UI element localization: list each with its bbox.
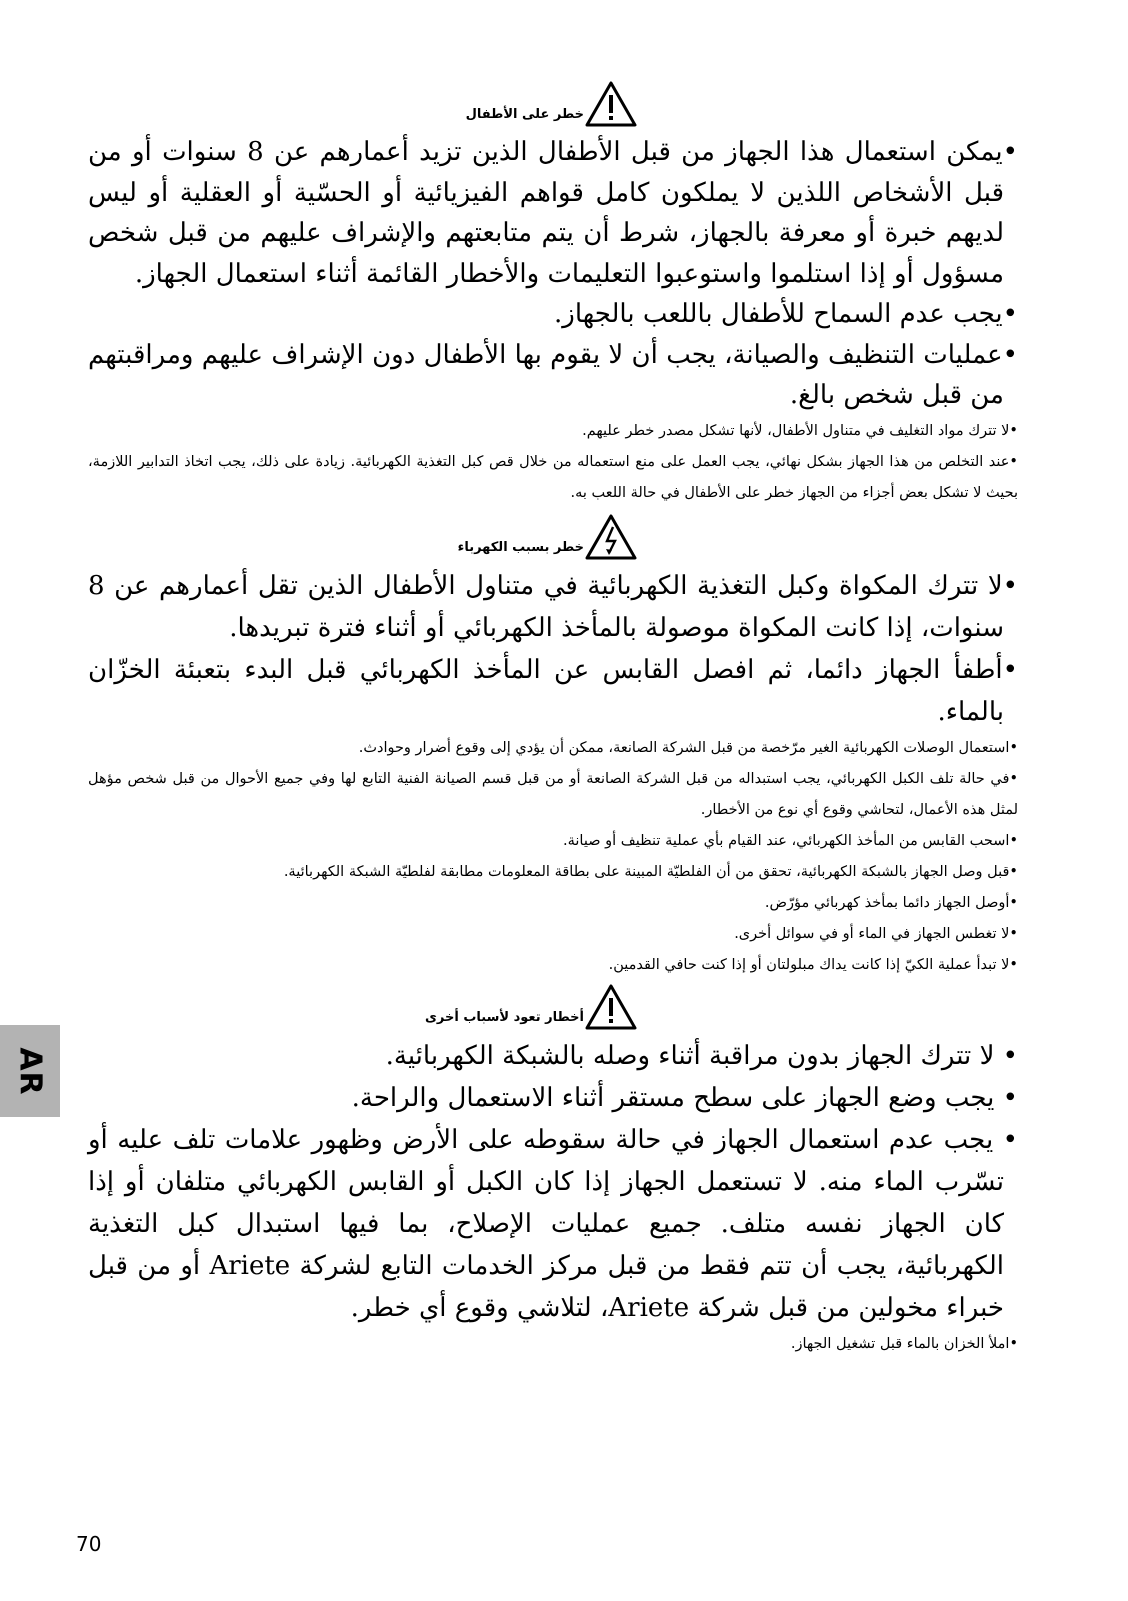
paragraph: • لا تترك الجهاز بدون مراقبة أثناء وصله بالشبكة الكهربائية. (385, 1040, 1018, 1071)
paragraph: •لا تترك المكواة وكبل التغذية الكهربائية في متناول الأطفال الذين تقل أعمارهم عن 8 سنوات، إذا كانت المكواة موصولة بالمأخذ الكهربائي أو أثناء فترة تبريدها. (88, 570, 1018, 643)
paragraph: •أطفأ الجهاز دائما، ثم افصل القابس عن المأخذ الكهربائي قبل البدء بتعبئة الخزّان بالماء. (88, 654, 1018, 727)
paragraph: •عمليات التنظيف والصيانة، يجب أن لا يقوم بها الأطفال دون الإشراف عليهم ومراقبتهم من قبل شخص بالغ. (88, 339, 1018, 410)
paragraph: •يمكن استعمال هذا الجهاز من قبل الأطفال الذين تزيد أعمارهم عن 8 سنوات أو من قبل الأشخاص اللذين لا يملكون كامل قواهم الفيزيائية أو الحسّية أو العقلية أو ليس لديهم خبرة أو معرفة بالجهاز، شرط أن يتم متابعتهم والإشراف عليهم من قبل شخص مسؤول أو إذا استلموا واستوعبوا التعليمات والأخطار القائمة أثناء استعمال الجهاز. (88, 137, 1018, 289)
paragraph: •لا تترك مواد التغليف في متناول الأطفال، لأنها تشكل مصدر خطر عليهم. (582, 422, 1018, 439)
electric-hazard-icon (584, 513, 638, 561)
section-heading-children (88, 72, 1018, 128)
paragraph: •في حالة تلف الكبل الكهربائي، يجب استبداله من قبل الشركة الصانعة أو من قبل قسم الصيانة الفنية التابع لها وفي جميع الأحوال من قبل شخص مؤهل لمثل هذه الأعمال، لتحاشي وقوع أي نوع من الأخطار. (88, 770, 1018, 818)
paragraph: •اسحب القابس من المأخذ الكهربائي، عند القيام بأي عملية تنظيف أو صيانة. (563, 832, 1018, 849)
paragraph: •يجب عدم السماح للأطفال باللعب بالجهاز. (554, 299, 1018, 329)
paragraph: •عند التخلص من هذا الجهاز بشكل نهائي، يجب العمل على منع استعماله من خلال قص كبل التغذية الكهربائية. زيادة على ذلك، يجب اتخاذ التدابير اللازمة، بحيث لا تشكل بعض أجزاء من الجهاز خطر على الأطفال في حالة اللعب به. (88, 453, 1018, 501)
section-heading-text: خطر بسبب الكهرباء (457, 539, 584, 555)
section-heading-text: خطر على الأطفال (465, 107, 584, 122)
paragraph: •لا تبدأ عملية الكيّ إذا كانت يداك مبلولتان أو إذا كنت حافي القدمين. (608, 956, 1018, 973)
language-tab (0, 1025, 60, 1117)
paragraph: •أوصل الجهاز دائما بمأخذ كهربائي مؤرّض. (764, 894, 1018, 911)
page-number: 70 (76, 1532, 102, 1556)
paragraph: • يجب عدم استعمال الجهاز في حالة سقوطه على الأرض وظهور علامات تلف عليه أو تسّرب الماء منه. لا تستعمل الجهاز إذا كان الكبل أو القابس الكهربائي متلفان أو إذا كان الجهاز نفسه متلف. جميع عمليات الإصلاح، بما فيها استبدال كبل التغذية الكهربائية، يجب أن تتم فقط من قبل مركز الخدمات التابع لشركة Ariete أو من قبل خبراء مخولين من قبل شركة Ariete، لتلاشي وقوع أي خطر. (88, 1124, 1018, 1323)
language-tab-label: AR (12, 1046, 48, 1096)
warning-exclamation-icon (584, 80, 638, 128)
paragraph: •قبل وصل الجهاز بالشبكة الكهربائية، تحقق من أن الفلطيّة المبينة على بطاقة المعلومات مطابقة لفلطيّة الشبكة الكهربائية. (283, 863, 1018, 880)
section-heading-text: أخطار تعود لأسباب أخرى (424, 1009, 584, 1025)
section-heading-electricity (88, 509, 1018, 561)
paragraph: • يجب وضع الجهاز على سطح مستقر أثناء الاستعمال والراحة. (351, 1082, 1018, 1113)
section-heading-other-hazards (88, 981, 1018, 1031)
paragraph: •استعمال الوصلات الكهربائية الغير مرّخصة من قبل الشركة الصانعة، ممكن أن يؤدي إلى وقوع أضرار وحوادث. (358, 739, 1018, 756)
paragraph: •لا تغطس الجهاز في الماء أو في سوائل أخرى. (734, 925, 1018, 942)
paragraph: •املأ الخزان بالماء قبل تشغيل الجهاز. (790, 1335, 1018, 1352)
page-content (88, 72, 1018, 1360)
warning-exclamation-icon (584, 983, 638, 1031)
